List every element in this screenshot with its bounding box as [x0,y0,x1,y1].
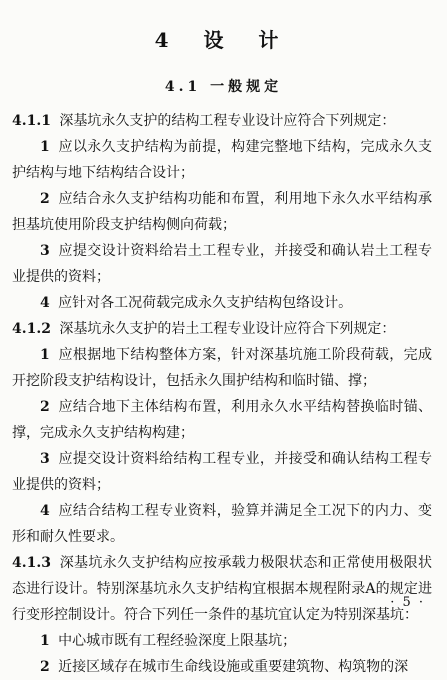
list-item [12,134,432,186]
item-text: 应结合永久支护结构功能和布置，利用地下永久水平结构承担基坑使用阶段支护结构侧向荷载； [12,191,432,233]
clause-number: 4.1.1 [12,113,51,129]
item-number: 1 [40,633,50,649]
item-number: 3 [40,243,50,259]
clause-text: 深基坑永久支护的结构工程专业设计应符合下列规定： [59,113,396,129]
chapter-number: 4 [154,28,183,52]
list-item [12,628,432,654]
list-item [12,446,432,498]
section-title [0,76,447,96]
item-number: 2 [40,191,50,207]
item-text: 应提交设计资料给岩土工程专业，并接受和确认岩土工程专业提供的资料； [12,243,432,285]
section-name: 一般规定 [210,79,283,95]
section-number: 4.1 [164,79,202,95]
item-number: 2 [40,399,50,415]
clause-number: 4.1.3 [12,555,51,571]
clause-4-1-1 [12,108,432,134]
item-text: 应结合结构工程专业资料，验算并满足全工况下的内力、变形和耐久性要求。 [12,503,432,545]
chapter-title [0,24,447,53]
list-item [12,238,432,290]
item-text: 应针对各工况荷载完成永久支护结构包络设计。 [58,295,353,311]
item-text: 应结合地下主体结构布置，利用永久水平结构替换临时锚、撑，完成永久支护结构构建； [12,399,432,441]
item-number: 4 [40,295,50,311]
item-text: 中心城市既有工程经验深度上限基坑； [58,633,297,649]
chapter-name: 设 计 [203,28,293,52]
item-number: 3 [40,451,50,467]
list-item [12,498,432,550]
item-text: 近接区域存在城市生命线设施或重要建筑物、构筑物的深 [58,659,409,675]
clause-text: 深基坑永久支护的岩土工程专业设计应符合下列规定： [59,321,396,337]
item-text: 应根据地下结构整体方案，针对深基坑施工阶段荷载，完成开挖阶段支护结构设计，包括永久围护结构和临时锚、撑； [12,347,432,389]
list-item [12,654,432,680]
clause-number: 4.1.2 [12,321,51,337]
page-number: · 5 · [390,595,425,610]
item-number: 4 [40,503,50,519]
list-item [12,290,432,316]
list-item [12,394,432,446]
item-number: 2 [40,659,50,675]
list-item [12,186,432,238]
document-body [12,108,432,680]
clause-text: 深基坑永久支护结构应按承载力极限状态和正常使用极限状态进行设计。特别深基坑永久支护结构宜根据本规程附录A的规定进行变形控制设计。符合下列任一条件的基坑宜认定为特别深基坑： [12,555,432,623]
item-text: 应以永久支护结构为前提，构建完整地下结构，完成永久支护结构与地下结构结合设计； [12,139,432,181]
list-item [12,342,432,394]
clause-4-1-2 [12,316,432,342]
clause-4-1-3 [12,550,432,628]
item-text: 应提交设计资料给结构工程专业，并接受和确认结构工程专业提供的资料； [12,451,432,493]
item-number: 1 [40,347,50,363]
item-number: 1 [40,139,50,155]
